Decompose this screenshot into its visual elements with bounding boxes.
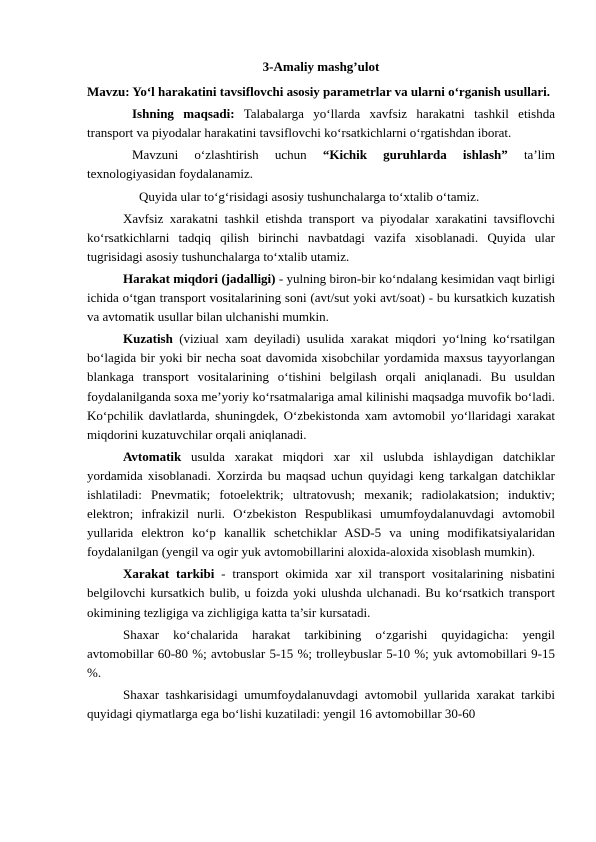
composition-definition: - transport okimida xar xil transport vositalarining nisbatini belgilovchi kursatkich bulib, u foizda yoki ulushda ulchanadi. Bu ko‘rsatkich transport okimining tezligiga va zichligiga katta ta’sir kursatadi. [87, 566, 555, 620]
task-paragraph: Quyida ular to‘g‘risidagi asosiy tushunchalarga to‘xtalib o‘tamiz. [139, 188, 480, 204]
volume-term: Harakat miqdori (jadalligi) [123, 270, 276, 286]
automatic-term: Avtomatik [123, 448, 182, 464]
observation-definition: (viziual xam deyiladi) usulida xarakat miqdori yo‘lning ko‘rsatilgan bo‘lagida bir yoki bir necha soat davomida xisobchilar yordamida maxsus tayyorlangan blankaga transport vositalarining o‘tishini belgilash orqali aniqlanadi. Bu usuldan foydalanilganda soxa me’yoriy ko‘rsatmalariga amal kilinishi maqsadga muvofik bo‘ladi. Ko‘pchilik davlatlarda, shuningdek, O‘zbekistonda xam avtomobil yo‘llaridagi xarakat miqdorini kuzatuvchilar orqali aniqlanadi. [87, 331, 555, 442]
composition-term: Xarakat tarkibi [123, 566, 215, 582]
observation-paragraph [87, 329, 555, 444]
method-paragraph [87, 145, 555, 183]
intercity-composition-paragraph: Shaxar tashkarisidagi umumfoydalanuvdagi avtomobil yullarida xarakat tarkibi quyidagi qiymatlarga ega bo‘lishi kuzatiladi: yengil 16 avtomobillar 30-60 [87, 686, 555, 721]
automatic-definition: usulda xarakat miqdori xar xil uslubda ishlaydigan datchiklar yordamida xisoblanadi. Xorzirda bu maqsad uchun quyidagi keng tarkalgan datchiklar ishlatiladi: Pnevmatik; fotoelektrik; ultratovush; mexanik; radiolakatsion; induktiv; elektron; infrakizil nurli. O‘zbekiston Respublikasi umumfoydalanuvdagi avtomobil yullarida elektron ko‘p kanallik schetchiklar ASD-5 va uning modifikatsiyalaridan foydalanilgan (yengil va ogir yuk avtomobillarini aloxida-aloxida xisoblash mumkin). [87, 448, 555, 560]
city-composition-paragraph: Shaxar ko‘chalarida harakat tarkibining o‘zgarishi quyidagicha: yengil avtomobillar 60-80 %; avtobuslar 5-15 %; trolleybuslar 5-10 %; yuk avtomobillari 9-15 %. [87, 626, 555, 680]
observation-term: Kuzatish [123, 331, 173, 347]
intro-paragraph: Xavfsiz xarakatni tashkil etishda transport va piyodalar xarakatini tavsiflovchi ko‘rsatkichlarni tadqiq qilish birinchi navbatdagi vazifa xisoblanadi. Quyida ular tugrisidagi asosiy tushunchalarga to‘xtalib utamiz. [87, 210, 555, 264]
goal-text: Talabalarga yo‘llarda xavfsiz harakatni tashkil etishda transport va piyodalar harakatini tavsiflovchi ko‘rsatkichlarni o‘rgatishdan iborat. [87, 106, 555, 141]
page-title: 3-Amaliy mashg’ulot [262, 59, 380, 74]
automatic-paragraph [87, 447, 555, 562]
volume-definition: - yulning biron-bir ko‘ndalang kesimidan vaqt birligi ichida o‘tgan transport vositalarining soni (avt/sut yoki avt/soat) - bu kursatkich kuzatish va avtomatik usullar bilan ulchanishi mumkin. [87, 270, 556, 325]
method-bold: “Kichik guruhlarda ishlash” [322, 147, 508, 163]
volume-paragraph [87, 269, 555, 326]
method-text-pre: Mavzuni o‘zlashtirish uchun [132, 147, 323, 163]
goal-label: Ishning maqsadi: [132, 106, 235, 122]
composition-paragraph [87, 564, 555, 621]
document-page [87, 57, 555, 726]
goal-paragraph [87, 104, 555, 142]
topic-heading: Mavzu: Yo‘l harakatini tavsiflovchi asosiy parametrlar va ularni o‘rganish usullari. [87, 84, 550, 100]
method-text-post: ta’lim texnologiyasidan foydalanamiz. [87, 147, 555, 182]
